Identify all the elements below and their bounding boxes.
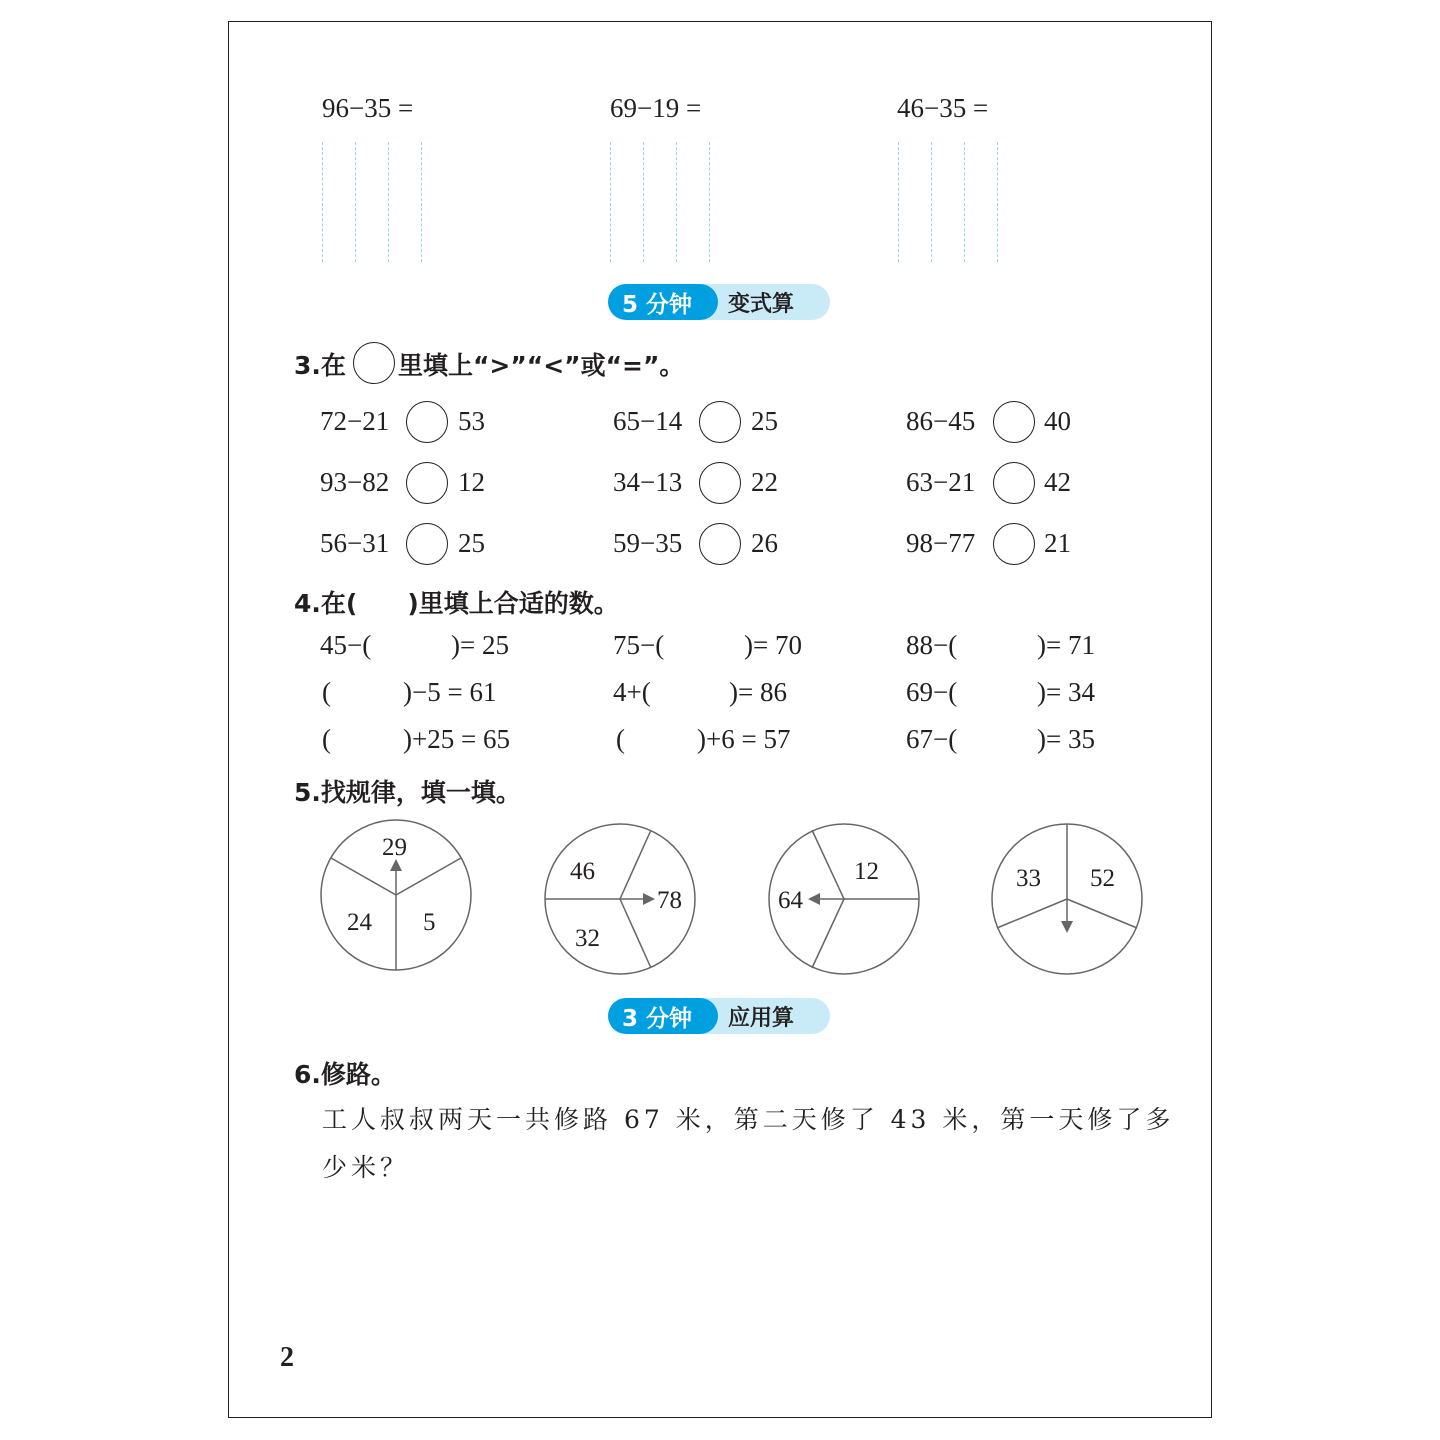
- answer-circle[interactable]: [993, 401, 1035, 443]
- q6-text-line2: 少米？: [322, 1153, 410, 1182]
- circle-number: 33: [1016, 865, 1041, 892]
- compare-left: 86−45: [906, 406, 976, 436]
- fill-right: )+6 = 57: [697, 724, 791, 754]
- compare-right: 40: [1044, 406, 1071, 436]
- answer-circle[interactable]: [406, 523, 448, 565]
- fill-right: )= 70: [744, 630, 802, 660]
- fill-right: )+25 = 65: [403, 724, 510, 754]
- circle-number: 29: [382, 834, 407, 861]
- fill-left: (: [322, 724, 331, 754]
- answer-circle[interactable]: [699, 462, 741, 504]
- q6-title: 6.修路。: [294, 1060, 396, 1089]
- compare-right: 25: [458, 528, 485, 558]
- compare-right: 22: [751, 467, 778, 497]
- circle-number: 5: [423, 909, 436, 936]
- circle-number: 46: [570, 858, 595, 885]
- fill-left: 67−(: [906, 724, 958, 754]
- banner-time: 5 分钟: [608, 284, 718, 320]
- answer-circle[interactable]: [993, 462, 1035, 504]
- calc-expression: 96−35 =: [322, 93, 414, 123]
- compare-left: 59−35: [613, 528, 683, 558]
- fill-left: (: [322, 677, 331, 707]
- answer-circle[interactable]: [699, 523, 741, 565]
- q4-title: 4.在( )里填上合适的数。: [294, 589, 619, 618]
- fill-right: )= 86: [729, 677, 787, 707]
- circle-number: 52: [1090, 865, 1115, 892]
- fill-right: )= 34: [1037, 677, 1095, 707]
- fill-right: )= 35: [1037, 724, 1095, 754]
- q3-prefix: 3.在: [294, 351, 346, 380]
- compare-right: 21: [1044, 528, 1071, 558]
- calc-expression: 69−19 =: [610, 93, 702, 123]
- compare-right: 53: [458, 406, 485, 436]
- answer-circle[interactable]: [993, 523, 1035, 565]
- compare-left: 34−13: [613, 467, 683, 497]
- compare-left: 93−82: [320, 467, 390, 497]
- q3-suffix: 里填上“>”“<”或“=”。: [398, 351, 685, 380]
- compare-right: 12: [458, 467, 485, 497]
- compare-left: 72−21: [320, 406, 390, 436]
- fill-left: (: [616, 724, 625, 754]
- section-banner-3min: [608, 997, 831, 1035]
- fill-left: 75−(: [613, 630, 665, 660]
- answer-circle[interactable]: [406, 462, 448, 504]
- circle-number: 64: [778, 887, 803, 914]
- compare-right: 25: [751, 406, 778, 436]
- fill-left: 69−(: [906, 677, 958, 707]
- fill-right: )= 25: [451, 630, 509, 660]
- fill-left: 45−(: [320, 630, 372, 660]
- banner-label: 应用算: [700, 998, 830, 1034]
- q6-text-line1: 工人叔叔两天一共修路 67 米，第二天修了 43 米，第一天修了多: [322, 1105, 1175, 1134]
- page-border: [228, 21, 1212, 1418]
- compare-left: 65−14: [613, 406, 683, 436]
- fill-left: 88−(: [906, 630, 958, 660]
- circle-number: 32: [575, 925, 600, 952]
- compare-left: 98−77: [906, 528, 976, 558]
- circle-number: 24: [347, 909, 372, 936]
- calc-expression: 46−35 =: [897, 93, 989, 123]
- answer-circle[interactable]: [406, 401, 448, 443]
- q5-title: 5.找规律，填一填。: [294, 778, 521, 807]
- banner-time: 3 分钟: [608, 998, 718, 1034]
- compare-left: 56−31: [320, 528, 390, 558]
- fill-right: )= 71: [1037, 630, 1095, 660]
- example-circle: [353, 342, 395, 384]
- answer-circle[interactable]: [699, 401, 741, 443]
- fill-left: 4+(: [613, 677, 651, 707]
- compare-right: 26: [751, 528, 778, 558]
- banner-label: 变式算: [700, 284, 830, 320]
- compare-left: 63−21: [906, 467, 976, 497]
- page-number: 2: [280, 1342, 294, 1373]
- circle-number: 12: [854, 858, 879, 885]
- circle-number: 78: [657, 887, 682, 914]
- fill-right: )−5 = 61: [403, 677, 497, 707]
- section-banner-5min: [608, 283, 831, 321]
- compare-right: 42: [1044, 467, 1071, 497]
- pattern-circles: [300, 810, 1160, 990]
